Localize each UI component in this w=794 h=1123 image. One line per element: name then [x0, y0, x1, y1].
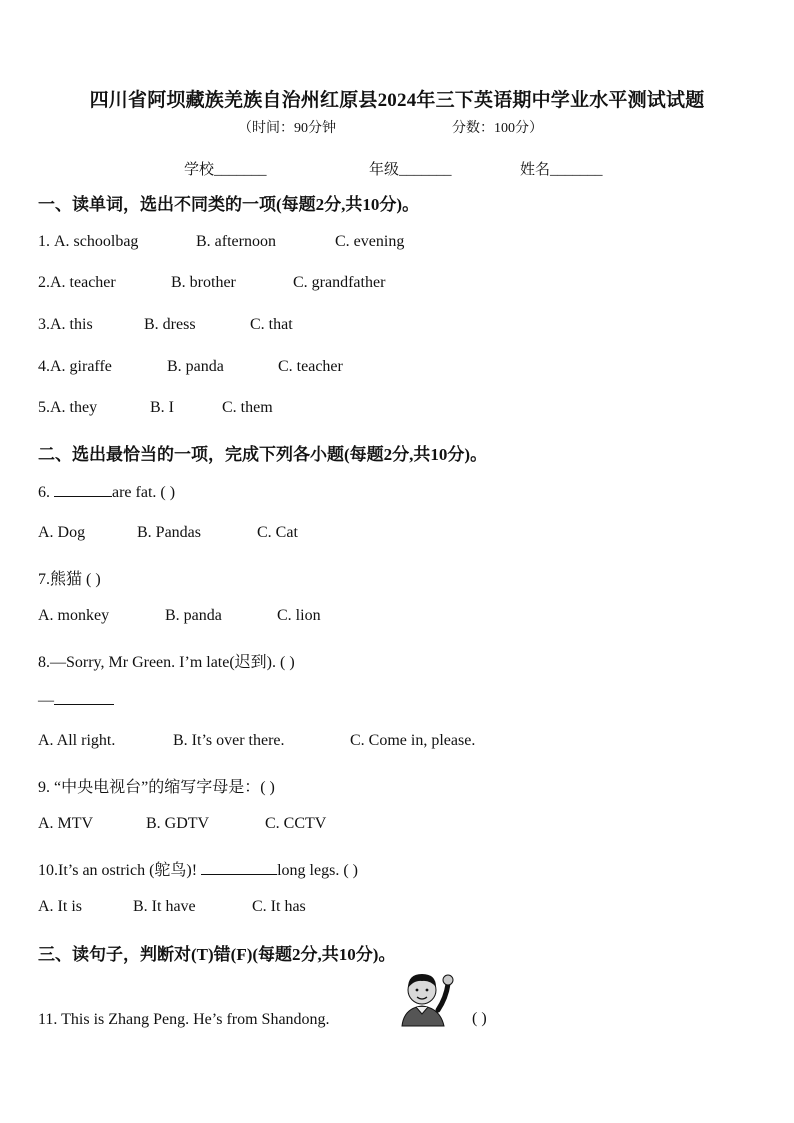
option-a: A. monkey — [38, 607, 110, 624]
reply-dash: — — [38, 692, 54, 709]
option-c: C. Cat — [257, 524, 298, 541]
question-number: 3. — [38, 316, 50, 333]
option-a: A. It is — [38, 898, 82, 915]
answer-parentheses[interactable]: ( ) — [472, 1010, 487, 1027]
option-c: C. teacher — [278, 358, 343, 375]
question-text-end: long legs. ( ) — [277, 862, 358, 879]
grade-field: 年级_______ — [369, 162, 452, 178]
option-b: B. GDTV — [146, 815, 210, 832]
question-number: 1. — [38, 233, 54, 250]
option-b: B. panda — [167, 358, 224, 375]
answer-blank[interactable] — [54, 690, 114, 705]
section1-heading: 一、读单词，选出不同类的一项(每题2分,共10分)。 — [38, 195, 420, 214]
question-2 — [38, 274, 385, 292]
option-c: C. lion — [277, 607, 321, 624]
question-number: 6. — [38, 484, 54, 501]
question-text: are fat. ( ) — [112, 484, 176, 501]
answer-blank[interactable] — [201, 860, 277, 875]
question-6-options — [38, 524, 298, 542]
option-b: B. dress — [144, 316, 196, 333]
question-6 — [38, 482, 175, 502]
exam-time: （时间：90分钟 — [238, 121, 336, 136]
question-8-options — [38, 732, 475, 750]
option-c: C. It has — [252, 898, 306, 915]
option-a: A. giraffe — [50, 358, 112, 375]
option-a: A. All right. — [38, 732, 116, 749]
option-a: A. MTV — [38, 815, 94, 832]
question-8-reply — [38, 690, 114, 710]
question-1 — [38, 233, 404, 251]
option-c: C. Come in, please. — [350, 732, 476, 749]
question-5 — [38, 399, 273, 417]
option-c: C. them — [222, 399, 273, 416]
section2-heading: 二、选出最恰当的一项，完成下列各小题(每题2分,共10分)。 — [38, 445, 488, 464]
section3-heading: 三、读句子，判断对(T)错(F)(每题2分,共10分)。 — [38, 945, 396, 964]
option-c: C. that — [250, 316, 293, 333]
answer-blank[interactable] — [54, 482, 112, 497]
question-10 — [38, 857, 358, 880]
question-3 — [38, 316, 293, 334]
question-4 — [38, 358, 343, 376]
option-a: A. Dog — [38, 524, 86, 541]
option-b: B. It have — [133, 898, 196, 915]
option-c: C. CCTV — [265, 815, 327, 832]
option-b: B. I — [150, 399, 174, 416]
option-c: C. grandfather — [293, 274, 386, 291]
question-7-options — [38, 607, 321, 625]
option-b: B. brother — [171, 274, 236, 291]
question-number: 2. — [38, 274, 50, 291]
option-c: C. evening — [335, 233, 405, 250]
question-number: 5. — [38, 399, 50, 416]
option-b: B. panda — [165, 607, 222, 624]
question-11: 11. This is Zhang Peng. He’s from Shandong. — [38, 1011, 330, 1028]
option-a: A. schoolbag — [54, 233, 139, 250]
school-field: 学校_______ — [184, 162, 267, 178]
question-10-options — [38, 898, 306, 916]
question-9: 9. “中央电视台”的缩写字母是：( ) — [38, 779, 275, 796]
option-a: A. this — [50, 316, 93, 333]
name-field: 姓名_______ — [520, 162, 603, 178]
option-b: B. Pandas — [137, 524, 201, 541]
option-b: B. afternoon — [196, 233, 276, 250]
question-9-options — [38, 815, 326, 833]
boy-waving-illustration — [392, 968, 458, 1028]
question-number: 4. — [38, 358, 50, 375]
question-8: 8.—Sorry, Mr Green. I’m late(迟到). ( ) — [38, 654, 295, 671]
exam-score: 分数：100分） — [452, 121, 543, 136]
question-text: 10.It’s an ostrich (鸵鸟)! — [38, 862, 202, 879]
option-b: B. It’s over there. — [173, 732, 285, 749]
option-a: A. they — [50, 399, 98, 416]
option-a: A. teacher — [50, 274, 116, 291]
exam-title: 四川省阿坝藏族羌族自治州红原县2024年三下英语期中学业水平测试试题 — [89, 90, 705, 111]
question-7: 7.熊猫 ( ) — [38, 571, 101, 588]
